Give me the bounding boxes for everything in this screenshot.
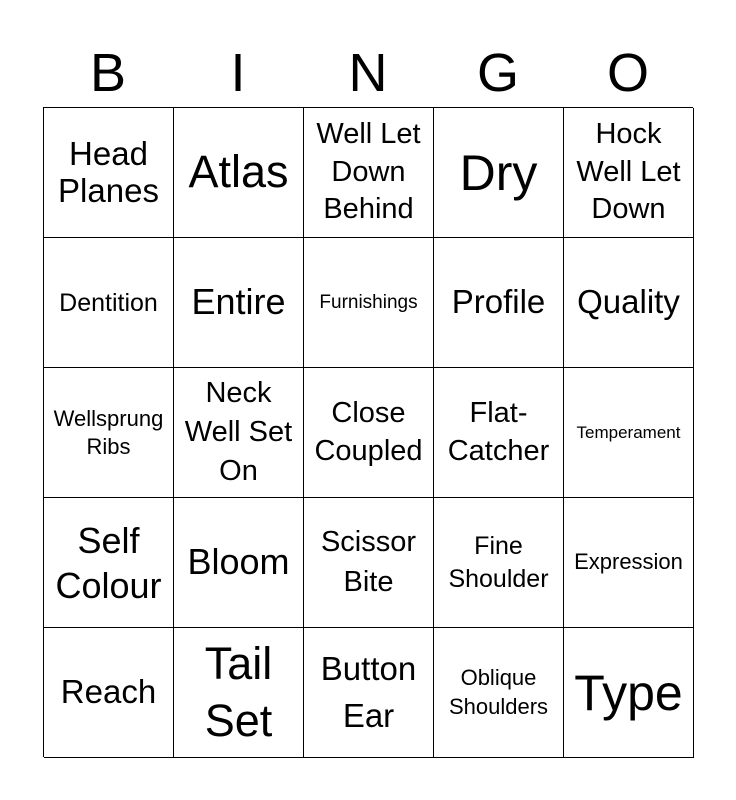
bingo-card-grid — [43, 107, 693, 757]
cell-text: Temperament — [576, 422, 681, 442]
cell-text: Bloom — [187, 541, 290, 583]
bingo-cell[interactable] — [44, 238, 174, 368]
cell-text: Reach — [60, 673, 157, 711]
bingo-cell[interactable] — [174, 628, 304, 758]
header-letter-i: I — [230, 43, 246, 103]
header-letter-b: B — [89, 43, 127, 103]
cell-text: Head Planes — [58, 134, 159, 209]
bingo-cell[interactable] — [304, 108, 434, 238]
bingo-cell[interactable] — [434, 108, 564, 238]
cell-text: Hock Well Let Down — [576, 117, 681, 226]
bingo-cell[interactable] — [564, 108, 694, 238]
bingo-cell[interactable] — [174, 368, 304, 498]
cell-text: Dry — [459, 144, 538, 201]
cell-text: Atlas — [188, 146, 289, 198]
bingo-cell[interactable] — [44, 498, 174, 628]
cell-text: Neck Well Set On — [184, 376, 293, 488]
cell-text: Quality — [577, 283, 680, 321]
cell-text: Entire — [191, 281, 286, 323]
cell-text: Furnishings — [319, 291, 418, 313]
cell-text: Dentition — [59, 288, 158, 317]
cell-text: Well Let Down Behind — [316, 117, 421, 226]
bingo-cell[interactable] — [304, 368, 434, 498]
bingo-header — [43, 40, 693, 106]
bingo-cell[interactable] — [564, 368, 694, 498]
bingo-cell[interactable] — [304, 628, 434, 758]
bingo-cell[interactable] — [304, 238, 434, 368]
header-letter-g: G — [476, 43, 519, 103]
cell-text: Close Coupled — [314, 396, 423, 467]
bingo-cell[interactable] — [434, 628, 564, 758]
cell-text: Self Colour — [55, 519, 162, 606]
cell-text: Oblique Shoulders — [448, 664, 549, 719]
bingo-cell[interactable] — [44, 628, 174, 758]
bingo-cell[interactable] — [174, 498, 304, 628]
cell-text: Flat-Catcher — [447, 396, 550, 467]
bingo-cell[interactable] — [564, 238, 694, 368]
bingo-cell[interactable] — [434, 368, 564, 498]
cell-text: Button Ear — [320, 650, 417, 734]
bingo-cell[interactable] — [564, 498, 694, 628]
cell-text: Type — [574, 664, 683, 721]
bingo-cell[interactable] — [44, 108, 174, 238]
bingo-cell[interactable] — [564, 628, 694, 758]
bingo-cell[interactable] — [304, 498, 434, 628]
bingo-cell[interactable] — [174, 238, 304, 368]
cell-text: Profile — [451, 283, 546, 321]
cell-text: Fine Shoulder — [448, 532, 549, 593]
cell-text: Expression — [574, 549, 683, 575]
bingo-cell[interactable] — [434, 238, 564, 368]
bingo-cell[interactable] — [174, 108, 304, 238]
header-letter-o: O — [606, 43, 649, 103]
cell-text: Tail Set — [204, 638, 273, 746]
cell-text: Scissor Bite — [320, 526, 417, 598]
cell-text: Wellsprung Ribs — [53, 406, 164, 459]
bingo-cell[interactable] — [434, 498, 564, 628]
bingo-cell[interactable] — [44, 368, 174, 498]
header-letter-n: N — [348, 43, 388, 103]
